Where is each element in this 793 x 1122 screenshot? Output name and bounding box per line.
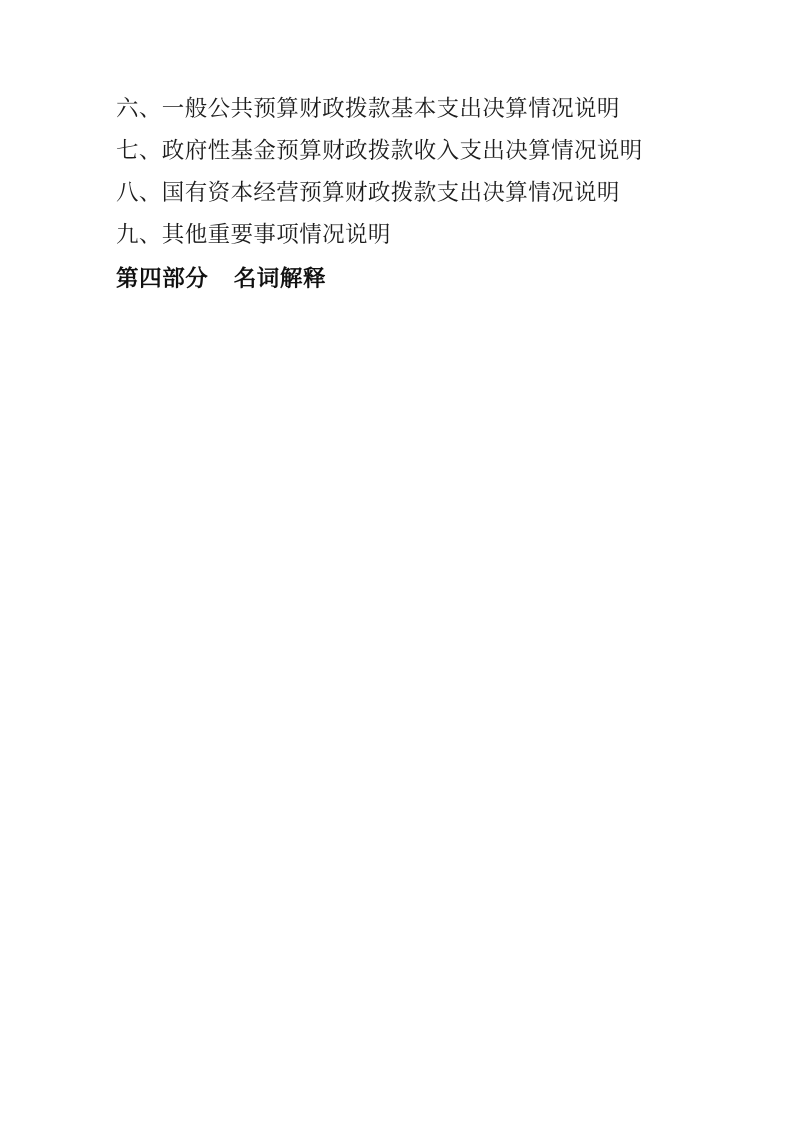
toc-entry-7: 七、政府性基金预算财政拨款收入支出决算情况说明 xyxy=(116,138,643,164)
toc-entry-8: 八、国有资本经营预算财政拨款支出决算情况说明 xyxy=(116,180,620,206)
section-heading-part-four: 第四部分 名词解释 xyxy=(116,266,327,292)
toc-entry-9: 九、其他重要事项情况说明 xyxy=(116,222,391,248)
table-of-contents xyxy=(116,88,696,300)
toc-entry-6: 六、一般公共预算财政拨款基本支出决算情况说明 xyxy=(116,96,620,122)
